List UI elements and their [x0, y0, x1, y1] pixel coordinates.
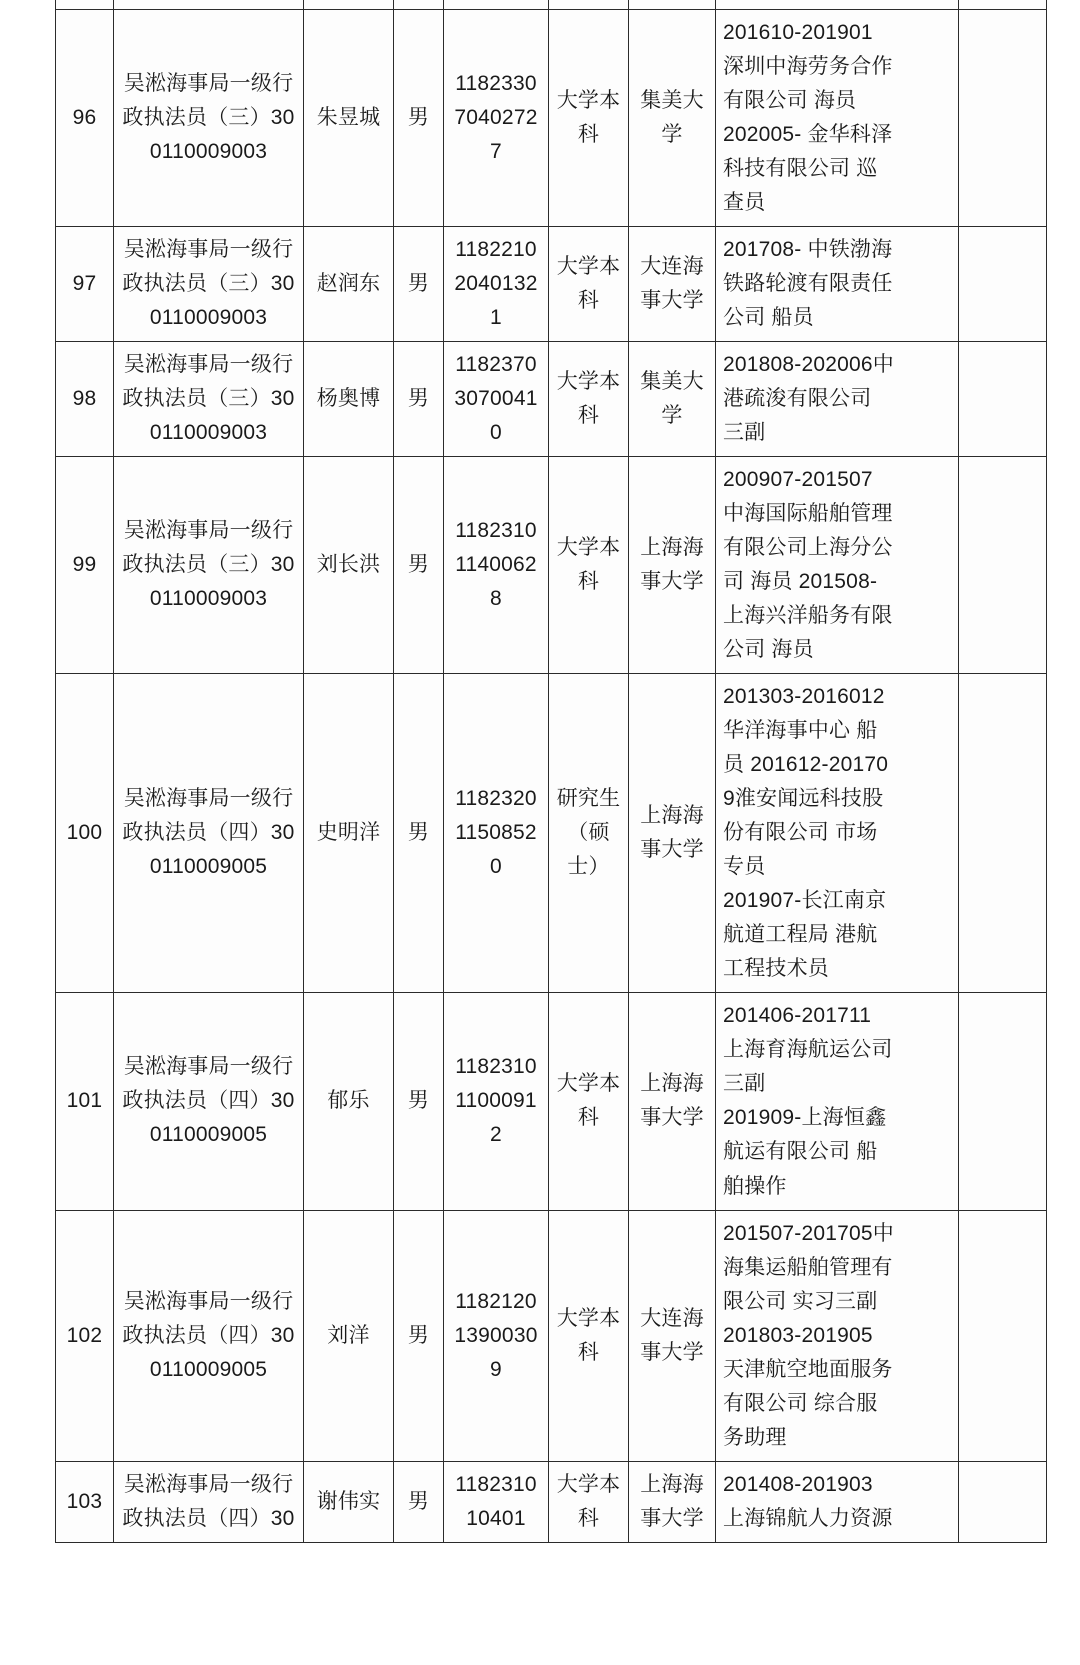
cell-work-experience: 201408-201903 上海锦航人力资源 [716, 1461, 959, 1542]
cell-gender: 男 [394, 993, 444, 1210]
cell-admission-ticket-number: 118231010401 [444, 1461, 549, 1542]
cell-sequence-number: 96 [56, 10, 114, 227]
cell-education-level: 大学本科 [549, 993, 629, 1210]
table-row [56, 227, 1047, 342]
candidate-roster-table [55, 0, 1047, 1543]
cell-remarks [959, 993, 1047, 1210]
cell-work-experience: 201507-201705中 海集运船舶管理有 限公司 实习三副 201803-201905 天津航空地面服务 有限公司 综合服 务助理 [716, 1210, 959, 1461]
cell-gender: 男 [394, 10, 444, 227]
cell-candidate-name: 赵润东 [304, 227, 394, 342]
cell-graduate-school: 集美大学 [629, 10, 716, 227]
cell-education-level: 研究生（硕士） [549, 674, 629, 993]
cell-sequence-number: 102 [56, 1210, 114, 1461]
cell-applied-position: 吴淞海事局一级行政执法员（三）300110009003 [114, 457, 304, 674]
cell-admission-ticket-number: 118233070402727 [444, 10, 549, 227]
cell-education-level: 大学本科 [549, 10, 629, 227]
cell-admission-ticket-number: 118221020401321 [444, 227, 549, 342]
cell-admission-ticket-number: 118231011000912 [444, 993, 549, 1210]
cell-admission-ticket-number: 118212013900309 [444, 1210, 549, 1461]
table-row [56, 10, 1047, 227]
cell-admission-ticket-number: 118232011508520 [444, 674, 549, 993]
cell-applied-position: 吴淞海事局一级行政执法员（四）30 [114, 1461, 304, 1542]
table-body [56, 0, 1047, 1542]
cell-sequence-number: 98 [56, 342, 114, 457]
cell-candidate-name [304, 0, 394, 10]
cell-remarks [959, 457, 1047, 674]
cell-candidate-name: 郁乐 [304, 993, 394, 1210]
cell-work-experience: 201406-201711 上海育海航运公司 三副 201909-上海恒鑫 航运有限公司 船 舶操作 [716, 993, 959, 1210]
cell-gender: 男 [394, 457, 444, 674]
cell-work-experience: 201808-202006中 港疏浚有限公司 三副 [716, 342, 959, 457]
cell-applied-position: 吴淞海事局一级行政执法员（三）300110009003 [114, 10, 304, 227]
cell-work-experience [716, 0, 959, 10]
cell-remarks [959, 10, 1047, 227]
cell-gender: 男 [394, 227, 444, 342]
cell-remarks [959, 674, 1047, 993]
cell-graduate-school: 上海海事大学 [629, 993, 716, 1210]
cell-remarks [959, 1461, 1047, 1542]
cell-graduate-school: 上海海事大学 [629, 1461, 716, 1542]
table-row-partial-top [56, 0, 1047, 10]
table-scroll-region [55, 0, 1046, 1543]
cell-admission-ticket-number: 118231011400628 [444, 457, 549, 674]
cell-gender: 男 [394, 342, 444, 457]
cell-education-level: 大学本科 [549, 227, 629, 342]
cell-candidate-name: 刘洋 [304, 1210, 394, 1461]
cell-graduate-school: 上海海事大学 [629, 674, 716, 993]
cell-graduate-school: 大连海事大学 [629, 1210, 716, 1461]
cell-graduate-school: 大连海事大学 [629, 227, 716, 342]
cell-remarks [959, 227, 1047, 342]
table-row [56, 993, 1047, 1210]
table-row [56, 1461, 1047, 1542]
cell-work-experience: 200907-201507 中海国际船舶管理 有限公司上海分公 司 海员 201508- 上海兴洋船务有限 公司 海员 [716, 457, 959, 674]
cell-sequence-number: 101 [56, 993, 114, 1210]
cell-remarks [959, 342, 1047, 457]
cell-applied-position: 吴淞海事局一级行政执法员（四）300110009005 [114, 674, 304, 993]
cell-work-experience: 201303-2016012 华洋海事中心 船 员 201612-20170 9淮安闻远科技股 份有限公司 市场 专员 201907-长江南京 航道工程局 港航 工程技术员 [716, 674, 959, 993]
cell-gender: 男 [394, 674, 444, 993]
cell-sequence-number: 100 [56, 674, 114, 993]
cell-education-level: 大学本科 [549, 342, 629, 457]
cell-applied-position: 吴淞海事局一级行政执法员（四）300110009005 [114, 1210, 304, 1461]
cell-gender: 男 [394, 1461, 444, 1542]
cell-applied-position [114, 0, 304, 10]
cell-education-level: 大学本科 [549, 1461, 629, 1542]
cell-graduate-school: 上海海事大学 [629, 457, 716, 674]
cell-work-experience: 201610-201901 深圳中海劳务合作 有限公司 海员 202005- 金华科泽 科技有限公司 巡 查员 [716, 10, 959, 227]
cell-applied-position: 吴淞海事局一级行政执法员（三）300110009003 [114, 342, 304, 457]
table-row [56, 1210, 1047, 1461]
cell-candidate-name: 刘长洪 [304, 457, 394, 674]
cell-candidate-name: 谢伟实 [304, 1461, 394, 1542]
cell-gender [394, 0, 444, 10]
cell-education-level [549, 0, 629, 10]
cell-remarks [959, 1210, 1047, 1461]
table-row [56, 342, 1047, 457]
cell-candidate-name: 朱昱城 [304, 10, 394, 227]
cell-applied-position: 吴淞海事局一级行政执法员（三）300110009003 [114, 227, 304, 342]
cell-admission-ticket-number [444, 0, 549, 10]
cell-sequence-number: 97 [56, 227, 114, 342]
cell-graduate-school [629, 0, 716, 10]
cell-sequence-number [56, 0, 114, 10]
cell-remarks [959, 0, 1047, 10]
cell-education-level: 大学本科 [549, 457, 629, 674]
cell-gender: 男 [394, 1210, 444, 1461]
cell-sequence-number: 103 [56, 1461, 114, 1542]
cell-work-experience: 201708- 中铁渤海 铁路轮渡有限责任 公司 船员 [716, 227, 959, 342]
cell-candidate-name: 杨奥博 [304, 342, 394, 457]
cell-graduate-school: 集美大学 [629, 342, 716, 457]
cell-candidate-name: 史明洋 [304, 674, 394, 993]
table-row [56, 674, 1047, 993]
table-row [56, 457, 1047, 674]
cell-education-level: 大学本科 [549, 1210, 629, 1461]
cell-sequence-number: 99 [56, 457, 114, 674]
cell-admission-ticket-number: 118237030700410 [444, 342, 549, 457]
cell-applied-position: 吴淞海事局一级行政执法员（四）300110009005 [114, 993, 304, 1210]
